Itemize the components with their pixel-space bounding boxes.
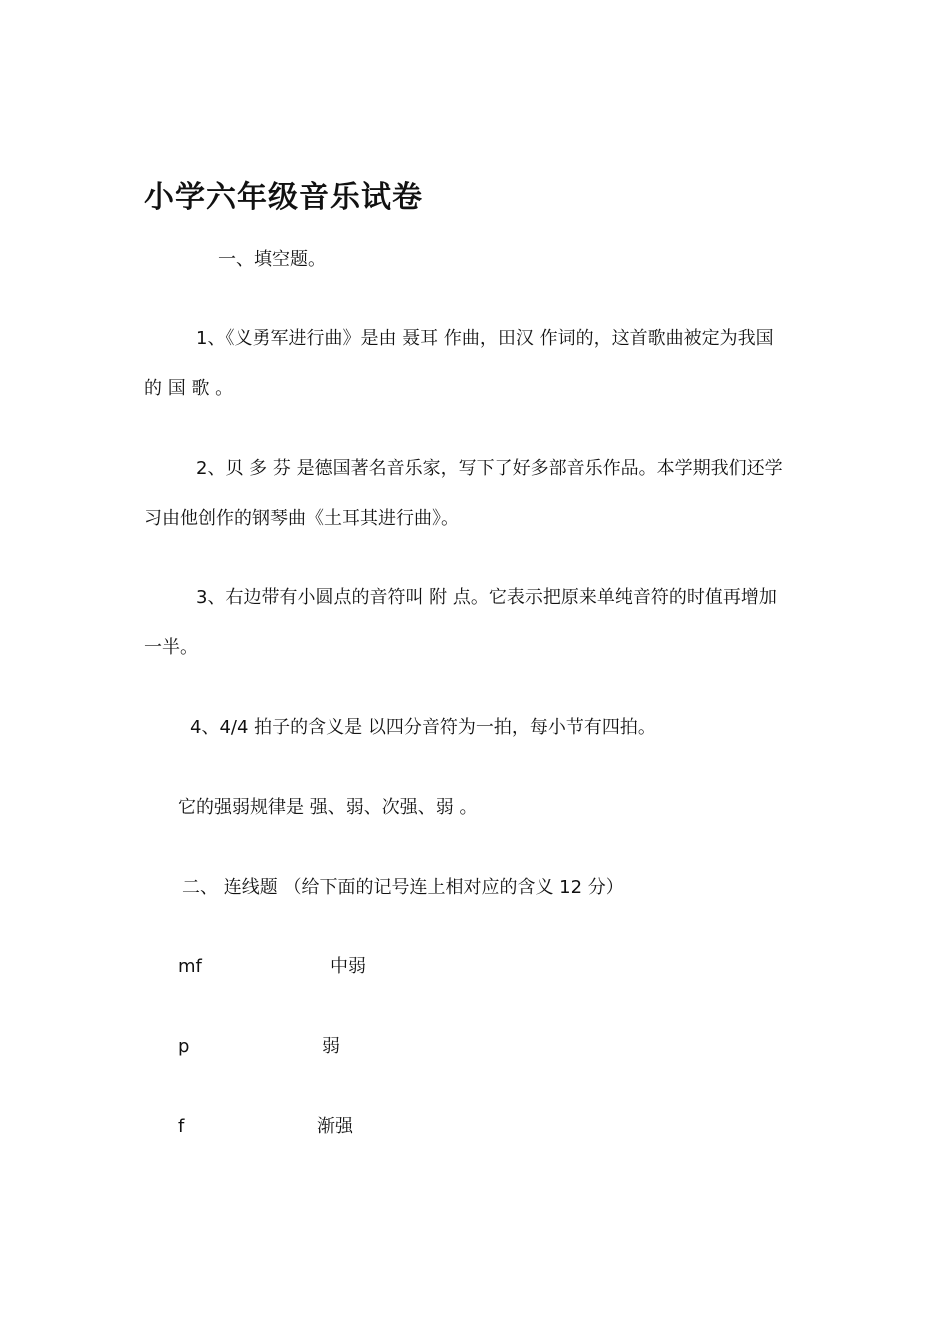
match-symbol-2: p — [178, 1036, 190, 1057]
question-1-line-2: 的 国 歌 。 — [144, 378, 234, 399]
question-3-line-1: 3、右边带有小圆点的音符叫 附 点。它表示把原来单纯音符的时值再增加 — [196, 587, 777, 608]
match-symbol-3: f — [178, 1116, 185, 1137]
question-4-line-1: 4、4/4 拍子的含义是 以四分音符为一拍，每小节有四拍。 — [190, 717, 656, 738]
question-2-line-2: 习由他创作的钢琴曲《土耳其进行曲》。 — [144, 508, 459, 529]
section-1-heading: 一、填空题。 — [218, 249, 326, 270]
match-symbol-1: mf — [178, 956, 202, 977]
section-2-heading: 二、 连线题 （给下面的记号连上相对应的含义 12 分） — [182, 877, 624, 898]
match-meaning-2: 弱 — [322, 1036, 340, 1057]
question-1-line-1: 1、《义勇军进行曲》是由 聂耳 作曲，田汉 作词的，这首歌曲被定为我国 — [196, 328, 774, 349]
match-meaning-3: 渐强 — [317, 1116, 353, 1137]
question-3-line-2: 一半。 — [144, 637, 198, 658]
document-title: 小学六年级音乐试卷 — [144, 180, 423, 215]
match-meaning-1: 中弱 — [330, 956, 366, 977]
question-4-line-2: 它的强弱规律是 强、弱、次强、弱 。 — [178, 797, 478, 818]
question-2-line-1: 2、贝 多 芬 是德国著名音乐家，写下了好多部音乐作品。本学期我们还学 — [196, 458, 783, 479]
